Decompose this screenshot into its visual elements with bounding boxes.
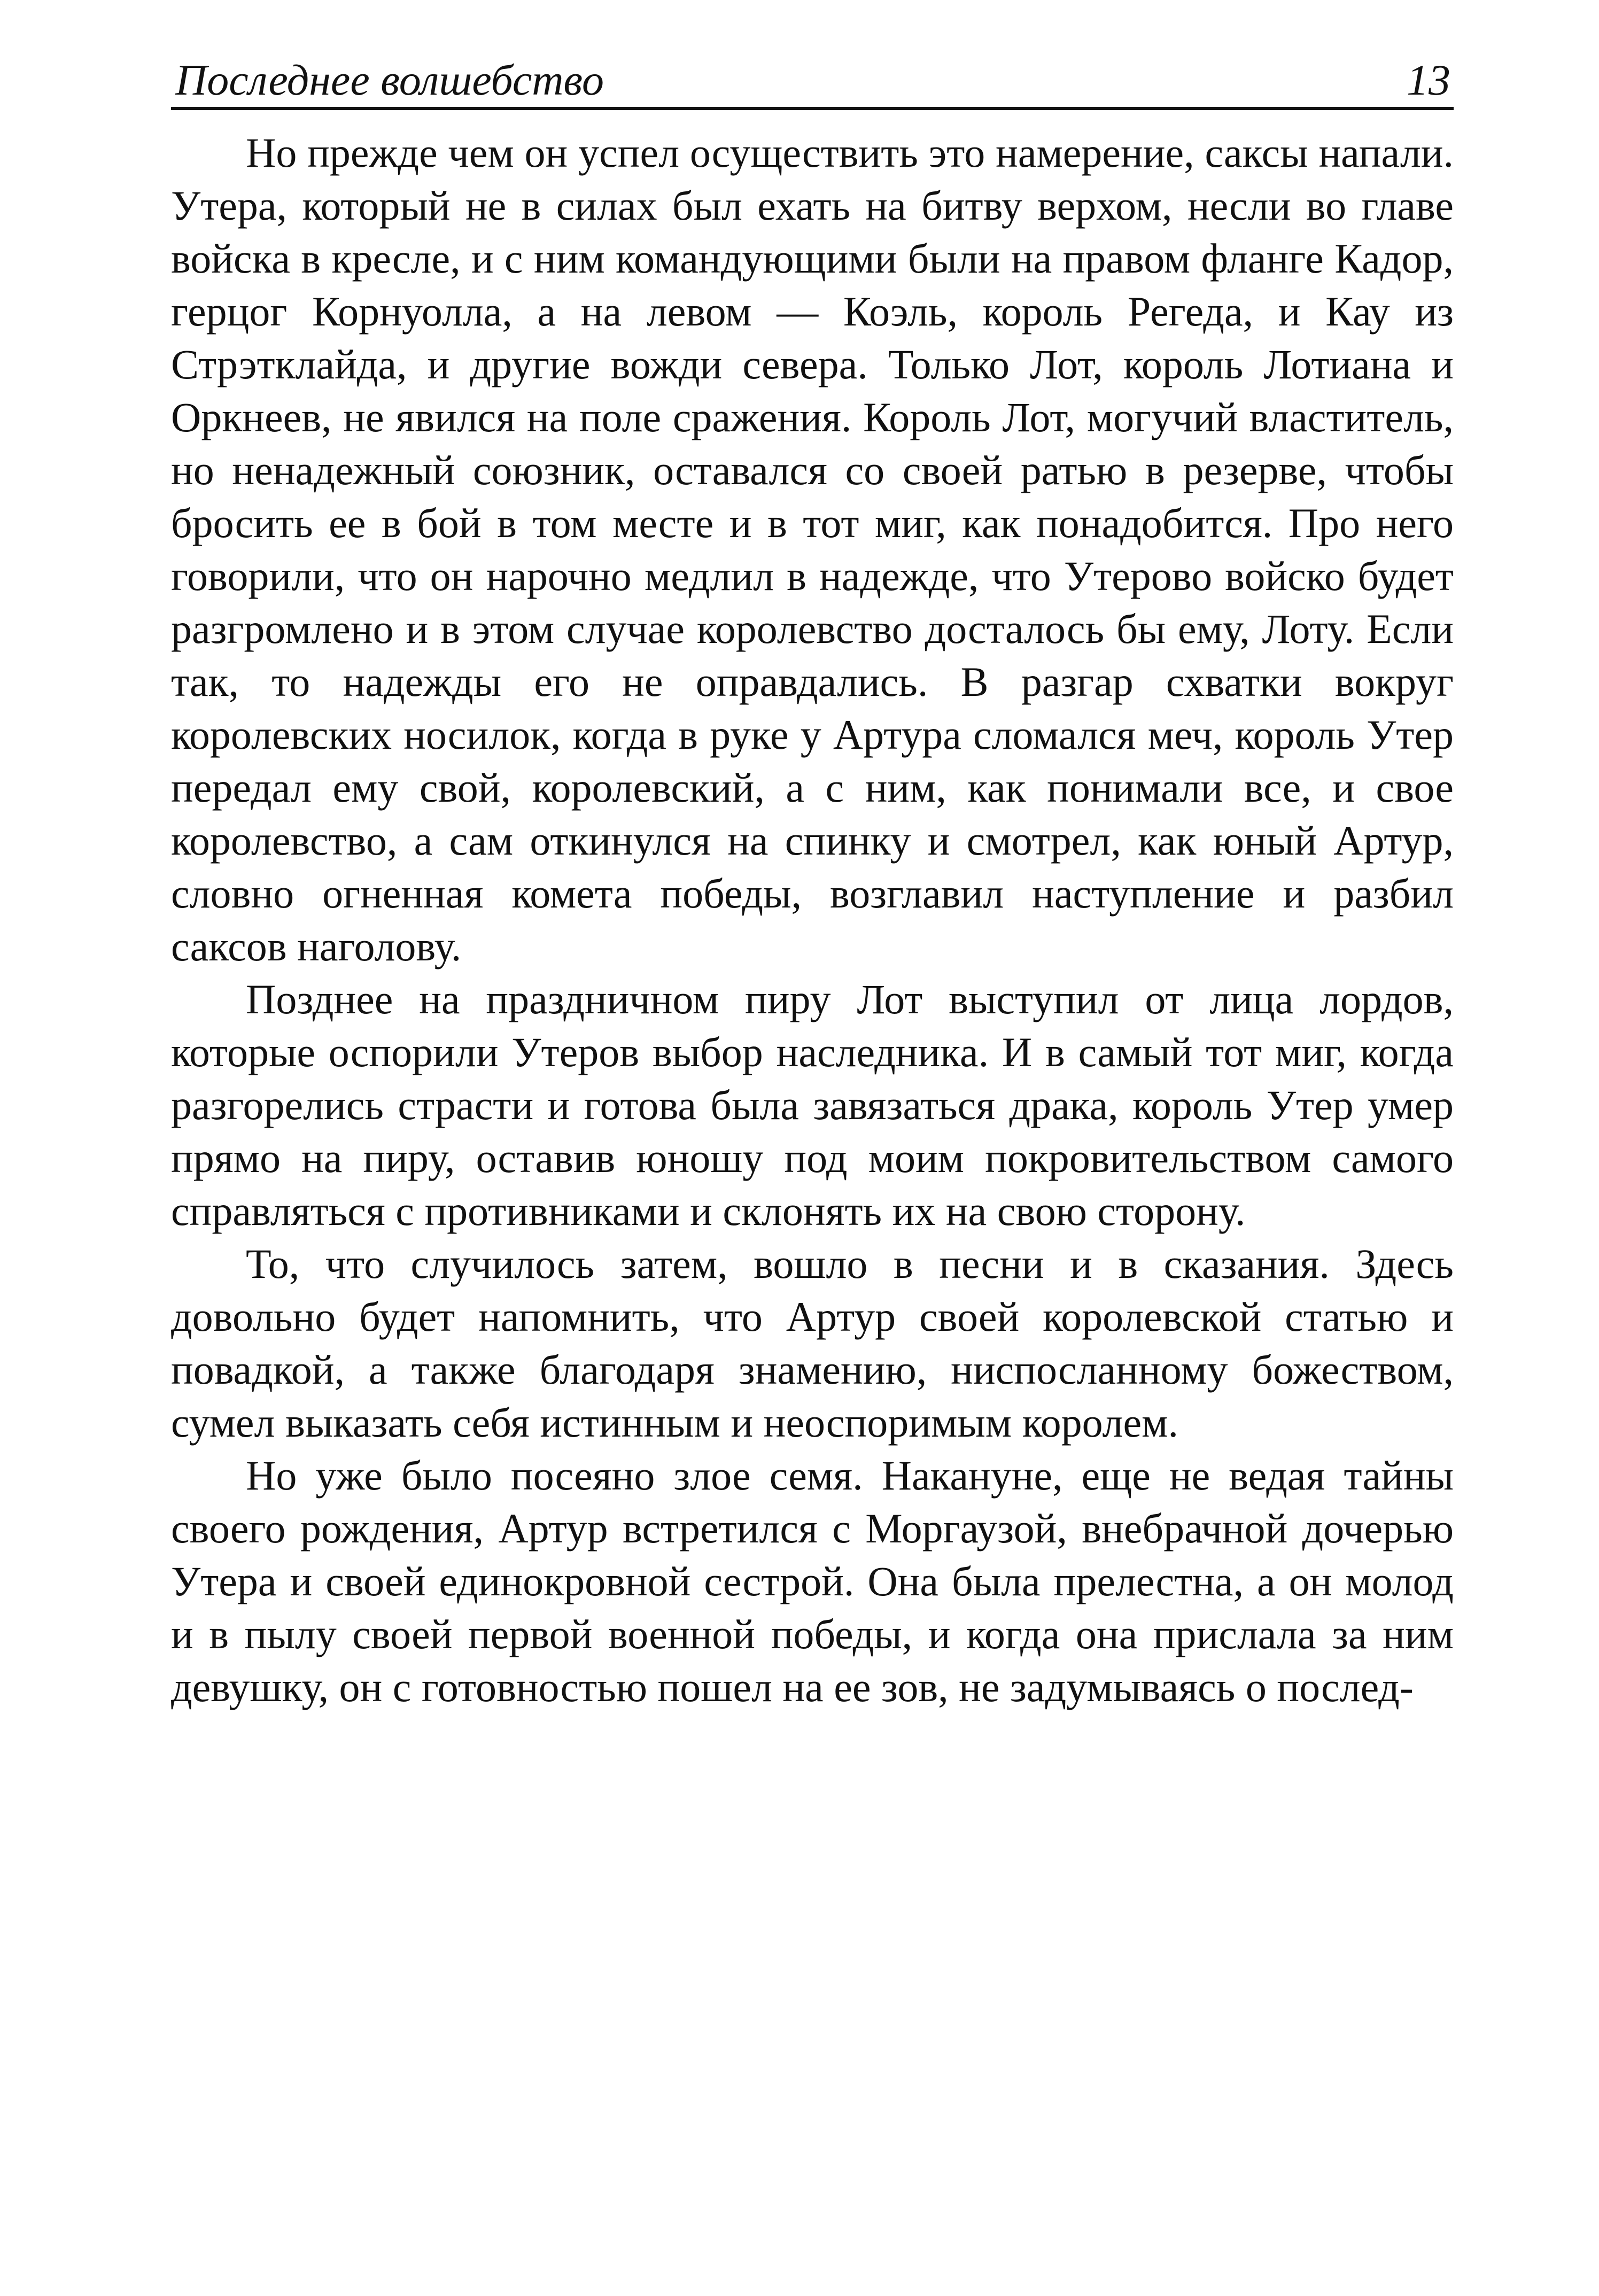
running-header [171,53,1454,110]
body-text [171,126,1454,1713]
paragraph-1: Но прежде чем он успел осуществить это намерение, саксы напали. Утера, который не в силах был ехать на битву верхом, несли во главе войска в кресле, и с ним командующими были на правом фланге Кадор, герцог Корнуолла, а на левом — Коэль, король Регеда, и Кау из Стрэтклайда, и другие вожди севера. Только Лот, король Лотиана и Оркнеев, не явился на поле сражения. Король Лот, могучий властитель, но ненадежный союзник, оставался со своей ратью в резерве, чтобы бросить ее в бой в том месте и в тот миг, как понадобится. Про него говорили, что он нарочно медлил в надежде, что Утерово войско будет разгромлено и в этом случае королевство досталось бы ему, Лоту. Если так, то надежды его не оправдались. В разгар схватки вокруг королевских носилок, когда в руке у Артура сломался меч, король Утер передал ему свой, королевский, а с ним, как понимали все, и свое королевство, а сам откинулся на спинку и смотрел, как юный Артур, словно огненная комета победы, возглавил наступление и разбил саксов наголову. [171,129,1454,969]
paragraph-4: Но уже было посеяно злое семя. Накануне, еще не ведая тайны своего рождения, Артур встретился с Моргаузой, внебрачной дочерью Утера и своей единокровной сестрой. Она была прелестна, а он молод и в пылу своей первой военной победы, и когда она прислала за ним девушку, он с готовностью пошел на ее зов, не задумываясь о послед- [171,1452,1454,1710]
paragraph-3: То, что случилось затем, вошло в песни и в сказания. Здесь довольно будет напомнить, что Артур своей королевской статью и повадкой, а также благодаря знамению, ниспосланному божеством, сумел выказать себя истинным и неоспоримым королем. [171,1240,1454,1446]
page-number: 13 [1407,56,1450,104]
book-page [171,53,1454,2245]
paragraph-2: Позднее на праздничном пиру Лот выступил от лица лордов, которые оспорили Утеров выбор наследника. И в самый тот миг, когда разгорелись страсти и готова была завязаться драка, король Утер умер прямо на пиру, оставив юношу под моим покровительством самого справляться с противниками и склонять их на свою сторону. [171,976,1454,1234]
running-title: Последнее волшебство [175,56,604,104]
